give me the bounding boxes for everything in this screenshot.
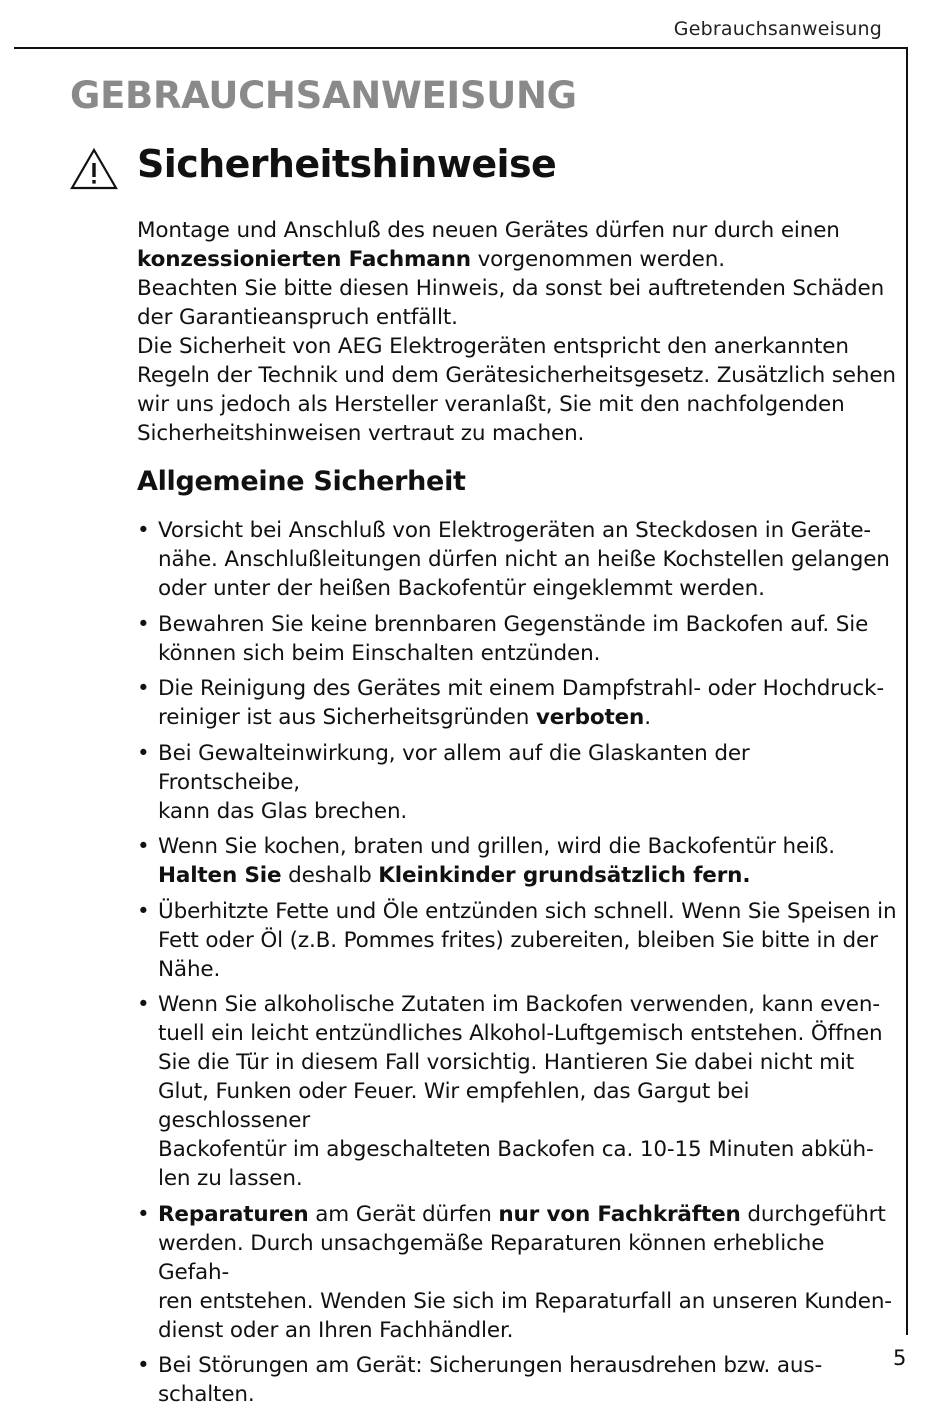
list-item: • Vorsicht bei Anschluß von Elektrogeräten an Steckdosen in Geräte- nähe. Anschlußleitungen dürfen nicht an heiße Kochstellen gelangen oder unter der heißen Backofentür eingeklemmt werden. — [137, 516, 897, 603]
list-item: • Wenn Sie alkoholische Zutaten im Backofen verwenden, kann even- tuell ein leicht entzündliches Alkohol-Luftgemisch entstehen. Öffnen Sie die Tür in diesem Fall vorsichtig. Hantieren Sie dabei nicht mit Glut, Funken oder Feuer. Wir empfehlen, das Gargut bei geschlossener Backofentür im abgeschalteten Backofen ca. 10-15 Minuten abküh- len zu lassen. — [137, 990, 897, 1193]
intro-paragraph: Die Sicherheit von AEG Elektrogeräten entspricht den anerkannten Regeln der Technik und dem Gerätesicherheitsgesetz. Zusätzlich sehen wir uns jedoch als Hersteller veranlaßt, Sie mit den nachfolgenden Sicherheitshinweisen vertraut zu machen. — [137, 334, 896, 446]
header-rule — [14, 47, 908, 49]
intro-emphasis: konzessionierten Fachmann — [137, 247, 471, 272]
margin-rule — [906, 47, 908, 1335]
running-head: Gebrauchsanweisung — [673, 18, 882, 40]
list-item: • Wenn Sie kochen, braten und grillen, wird die Backofentür heiß. Halten Sie deshalb Kleinkinder grundsätzlich fern. — [137, 832, 897, 890]
section-title: Sicherheitshinweise — [137, 142, 557, 186]
safety-list — [137, 516, 897, 1416]
intro-text-span: Montage und Anschluß des neuen Gerätes dürfen nur durch einen — [137, 218, 840, 243]
list-item: • Bewahren Sie keine brennbaren Gegenstände im Backofen auf. Sie können sich beim Einschalten entzünden. — [137, 610, 897, 668]
subsection-title: Allgemeine Sicherheit — [137, 466, 466, 497]
list-item: • Bei Gewalteinwirkung, vor allem auf die Glaskanten der Frontscheibe, kann das Glas brechen. — [137, 739, 897, 826]
document-title: GEBRAUCHSANWEISUNG — [70, 74, 577, 117]
list-item: • Reparaturen am Gerät dürfen nur von Fachkräften durchgeführt werden. Durch unsachgemäße Reparaturen können erhebliche Gefah- ren entstehen. Wenden Sie sich im Reparaturfall an unseren Kunden- dienst oder an Ihren Fachhändler. — [137, 1200, 897, 1345]
intro-text — [137, 216, 897, 448]
list-item: • Die Reinigung des Gerätes mit einem Dampfstrahl- oder Hochdruck- reiniger ist aus Sicherheitsgründen verboten. — [137, 674, 897, 732]
intro-paragraph — [137, 216, 897, 274]
list-item: • Überhitzte Fette und Öle entzünden sich schnell. Wenn Sie Speisen in Fett oder Öl (z.B. Pommes frites) zubereiten, bleiben Sie bitte in der Nähe. — [137, 897, 897, 984]
intro-paragraph: Beachten Sie bitte diesen Hinweis, da sonst bei auftretenden Schäden der Garantieanspruch entfällt. — [137, 276, 885, 330]
intro-text-span: vorgenommen werden. — [470, 247, 725, 272]
page-number: 5 — [893, 1346, 907, 1370]
list-item: • Bei Störungen am Gerät: Sicherungen herausdrehen bzw. aus- schalten. — [137, 1351, 897, 1409]
warning-triangle-icon — [70, 148, 118, 190]
